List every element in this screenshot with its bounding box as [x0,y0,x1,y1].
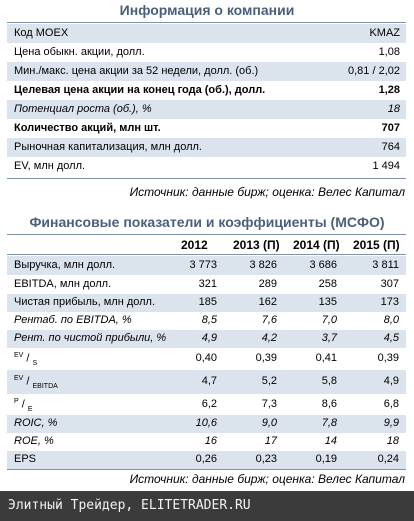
info-row-label: Цена обыкн. акции, долл. [14,46,145,58]
financials-cell: 3 811 [372,259,399,271]
financials-cell: 7,8 [321,417,337,429]
financials-cell: 6,2 [201,398,217,410]
info-row-value: 1,28 [378,84,400,96]
financials-cell: 9,0 [261,417,277,429]
info-row-label: EV, млн долл. [14,160,86,172]
info-row [7,27,406,42]
financials-cell: 258 [318,278,337,290]
ratio-slash: / [18,398,28,411]
financials-cell: 16 [204,435,217,447]
financials-cell: 3 826 [249,259,277,271]
financials-cell: 9,9 [383,417,399,429]
financials-cell: 0,39 [255,352,277,364]
info-row [7,160,406,175]
financials-cell: 4,7 [201,375,217,387]
financials-cell: 7,3 [261,398,277,410]
financials-row [7,394,406,415]
info-row-value: 707 [381,122,400,134]
financials-cell: 0,39 [377,352,399,364]
info-row [7,141,406,156]
divider [7,254,406,255]
info-row-label: Количество акций, млн шт. [14,122,161,134]
financials-header-row [7,236,406,254]
financials-cell: 18 [386,435,399,447]
ratio-denominator: EBITDA [32,382,58,390]
info-row-value: 0,81 / 2,02 [348,65,400,77]
info-row [7,84,406,99]
financials-cell: 0,24 [377,453,399,465]
financials-row [7,370,406,394]
ratio-slash: / [23,375,33,388]
financials-row-label: ROIC, % [14,417,58,429]
info-row-value: 1,08 [378,46,400,58]
financials-row-label: Чистая прибыль, млн долл. [14,296,156,308]
header-year-3: 2014 (П) [293,238,340,252]
financials-row-label [14,375,58,390]
financials-title: Финансовые показатели и коэффициенты (МСФО) [29,214,385,230]
header-year-2: 2013 (П) [233,238,280,252]
financials-cell: 3,7 [321,332,337,344]
info-row [7,122,406,137]
financials-row [7,415,406,433]
financials-cell: 307 [380,278,399,290]
financials-row [7,330,406,348]
financials-cell: 0,26 [195,453,217,465]
divider [7,178,406,179]
info-row-label: Потенциал роста (об.), % [14,103,152,115]
financials-cell: 173 [380,296,399,308]
financials-row [7,275,406,294]
ratio-numerator: P [14,398,19,405]
financials-cell: 3 773 [189,259,217,271]
financials-row-label: Выручка, млн долл. [14,259,116,271]
financials-cell: 162 [258,296,277,308]
info-row [7,46,406,61]
financials-row [7,312,406,330]
footer-text: Элитный Трейдер, ELITETRADER.RU [8,498,251,513]
watermark-footer [0,491,414,521]
financials-row-label: EPS [14,453,37,465]
divider [7,234,406,235]
financials-cell: 4,9 [383,375,399,387]
ratio-numerator: EV [14,375,24,382]
ratio-denominator: S [32,359,38,367]
financials-cell: 5,8 [321,375,337,387]
financials-cell: 3 686 [309,259,337,271]
financials-row [7,433,406,451]
financials-cell: 8,0 [383,314,399,326]
financials-cell: 0,41 [315,352,337,364]
financials-row-label: Рент. по чистой прибыли, % [14,332,167,344]
financials-cell: 321 [198,278,217,290]
header-year-4: 2015 (П) [353,238,400,252]
financials-cell: 185 [198,296,217,308]
financials-cell: 289 [258,278,277,290]
financials-row-label [14,398,33,413]
financials-row [7,451,406,469]
financials-cell: 8,5 [201,314,217,326]
financials-cell: 0,23 [255,453,277,465]
ratio-denominator: E [27,405,33,413]
company-info-title: Информация о компании [119,2,295,18]
financials-cell: 14 [324,435,337,447]
financials-cell: 7,6 [261,314,277,326]
info-row-label: Код MOEX [14,27,69,39]
financials-row-label: ROE, % [14,435,54,447]
header-year-1: 2012 [181,238,208,252]
financials-row-label: EBITDA, млн долл. [14,278,112,290]
financials-row-label: Рентаб. по EBITDA, % [14,314,132,326]
financials-cell: 4,2 [261,332,277,344]
ratio-numerator: EV [14,352,24,359]
financials-row [7,256,406,275]
info-row-value: 1 494 [372,160,400,172]
financials-cell: 17 [264,435,277,447]
financials-cell: 6,8 [383,398,399,410]
financials-cell: 4,9 [201,332,217,344]
divider [7,469,406,470]
info-row [7,65,406,80]
info-row-label: Рыночная капитализация, млн долл. [14,141,202,153]
info-row-value: 18 [387,103,400,115]
financials-cell: 5,2 [261,375,277,387]
financials-cell: 7,0 [321,314,337,326]
ratio-slash: / [23,352,33,365]
financials-source: Источник: данные бирж; оценка: Велес Капитал [129,472,405,486]
financials-row [7,294,406,312]
info-row-label: Мин./макс. цена акции за 52 недели, долл. (об.) [14,65,259,77]
financials-cell: 4,5 [383,332,399,344]
company-info-source: Источник: данные бирж; оценка: Велес Капитал [129,185,405,199]
financials-row [7,348,406,370]
financials-cell: 135 [318,296,337,308]
info-row-value: KMAZ [369,27,400,39]
financials-cell: 0,19 [315,453,337,465]
info-row-value: 764 [381,141,400,153]
financials-cell: 8,6 [321,398,337,410]
divider [7,22,406,23]
info-row [7,103,406,118]
info-row-label: Целевая цена акции на конец года (об.), долл. [14,84,266,96]
financials-row-label [14,352,37,367]
financials-cell: 10,6 [195,417,217,429]
financials-cell: 0,40 [195,352,217,364]
